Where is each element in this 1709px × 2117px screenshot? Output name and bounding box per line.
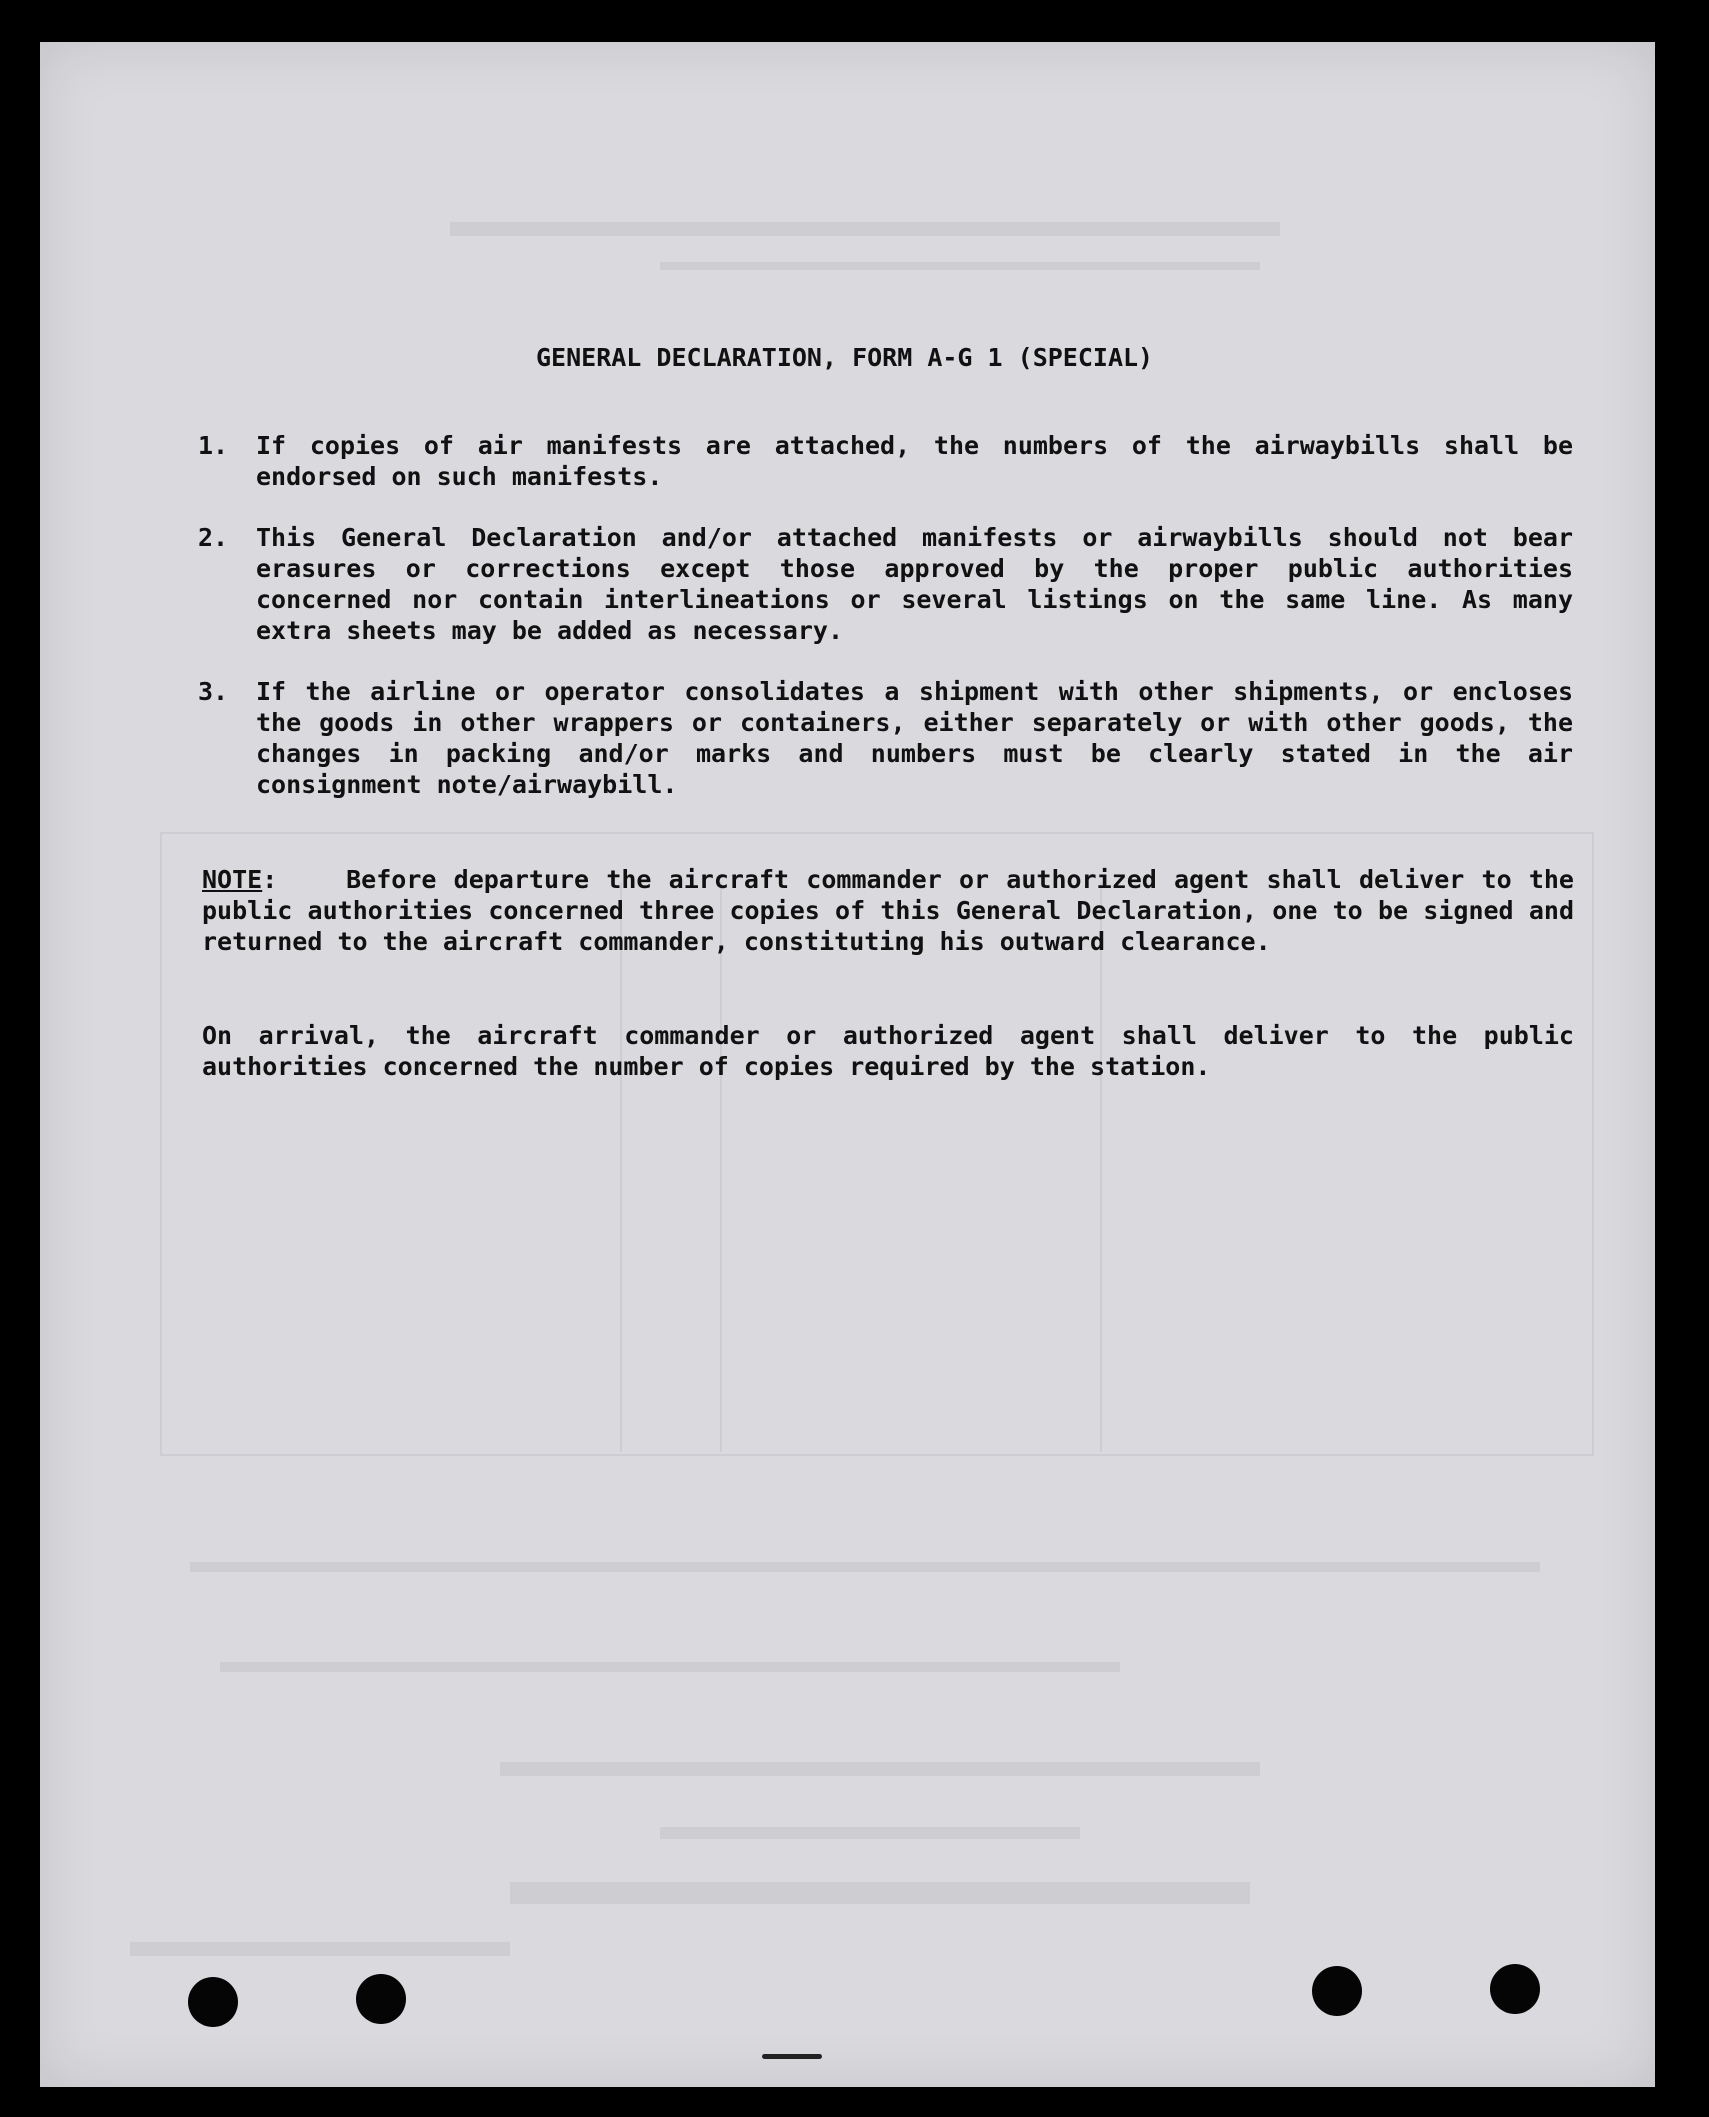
page-title: GENERAL DECLARATION, FORM A-G 1 (SPECIAL): [536, 343, 1154, 372]
note-paragraph: [202, 864, 1574, 957]
instruction-item-1: [198, 430, 1573, 492]
arrival-paragraph: On arrival, the aircraft commander or authorized agent shall deliver to the public authorities concerned the number of copies required by the station.: [202, 1021, 1574, 1081]
scan-mark: [762, 2054, 822, 2059]
document-page: [40, 42, 1655, 2087]
declaration-text-body: [40, 42, 1655, 2087]
punch-hole-icon: [1312, 1966, 1362, 2016]
punch-hole-icon: [188, 1977, 238, 2027]
note-text: Before departure the aircraft commander or authorized agent shall deliver to the public authorities concerned three copies of this General Declaration, one to be signed and returned to the aircraft commander, constituting his outward clearance.: [202, 865, 1574, 956]
instruction-item-3: [198, 676, 1573, 800]
item-text: This General Declaration and/or attached manifests or airwaybills should not bear erasures or corrections except those approved by the proper public authorities concerned nor contain interlineations or several listings on the same line. As many extra sheets may be added as necessary.: [256, 523, 1573, 645]
item-number: 2.: [198, 523, 229, 552]
item-text: If the airline or operator consolidates a shipment with other shipments, or encloses the goods in other wrappers or containers, either separately or with other goods, the changes in packing and/or marks and numbers must be clearly stated in the air consignment note/airwaybill.: [256, 677, 1573, 799]
item-text: If copies of air manifests are attached, the numbers of the airwaybills shall be endorsed on such manifests.: [256, 431, 1573, 491]
note-separator: :: [262, 865, 278, 894]
note-label: NOTE: [202, 865, 263, 894]
item-number: 1.: [198, 431, 229, 460]
item-number: 3.: [198, 677, 229, 706]
instruction-item-2: [198, 522, 1573, 646]
punch-hole-icon: [1490, 1964, 1540, 2014]
punch-hole-icon: [356, 1974, 406, 2024]
